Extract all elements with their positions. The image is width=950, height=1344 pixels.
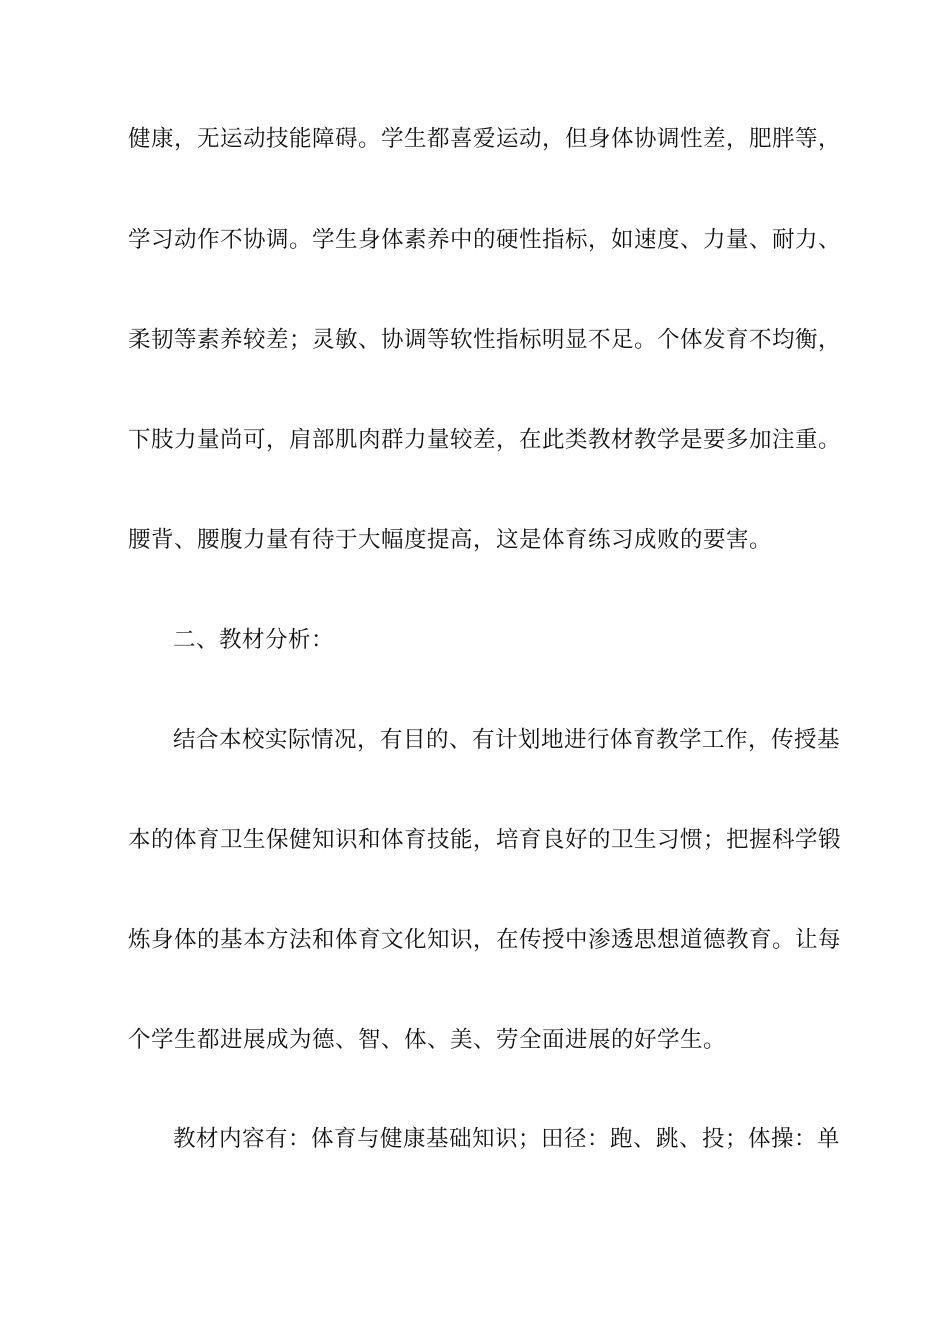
paragraph-line: 下肢力量尚可，肩部肌肉群力量较差，在此类教材教学是要多加注重。	[128, 427, 842, 453]
paragraph-line: 学习动作不协调。学生身体素养中的硬性指标，如速度、力量、耐力、	[128, 227, 842, 253]
paragraph-line: 腰背、腰腹力量有待于大幅度提高，这是体育练习成败的要害。	[128, 527, 773, 553]
paragraph-line: 健康，无运动技能障碍。学生都喜爱运动，但身体协调性差，肥胖等，	[128, 126, 842, 152]
paragraph-line: 本的体育卫生保健知识和体育技能，培育良好的卫生习惯；把握科学锻	[128, 827, 842, 853]
paragraph-line: 柔韧等素养较差；灵敏、协调等软性指标明显不足。个体发育不均衡，	[128, 327, 842, 353]
section-heading: 二、教材分析：	[173, 627, 335, 653]
paragraph-line: 教材内容有：体育与健康基础知识；田径：跑、跳、投；体操：单	[173, 1126, 841, 1152]
paragraph-line: 炼身体的基本方法和体育文化知识，在传授中渗透思想道德教育。让每	[128, 927, 842, 953]
paragraph-line: 结合本校实际情况，有目的、有计划地进行体育教学工作，传授基	[173, 727, 841, 753]
paragraph-line: 个学生都进展成为德、智、体、美、劳全面进展的好学生。	[128, 1027, 727, 1053]
